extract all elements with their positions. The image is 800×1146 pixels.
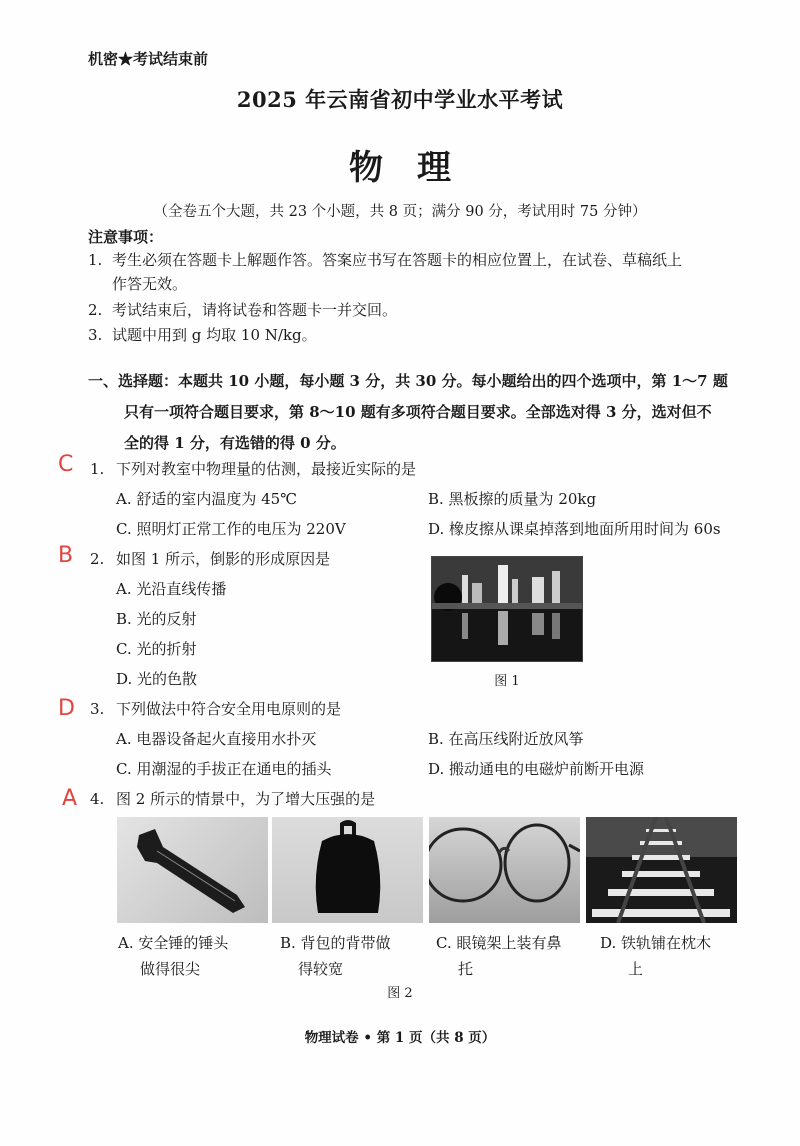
- question-text: 如图 1 所示，倒影的形成原因是: [116, 550, 331, 568]
- confidential-label: 机密★考试结束前: [88, 50, 209, 68]
- q1-option-d: D. 橡皮擦从课桌掉落到地面所用时间为 60s: [428, 520, 721, 538]
- q1-option-a: A. 舒适的室内温度为 45℃: [116, 490, 298, 508]
- note-item-3: [88, 325, 317, 345]
- note-item-1: [88, 250, 682, 294]
- note-text: 考生必须在答题卡上解题作答。答案应书写在答题卡的相应位置上，在试卷、草稿纸上: [112, 251, 683, 269]
- figure-2a-safety-hammer-photo: [117, 817, 268, 923]
- question-4-stem: [90, 788, 375, 809]
- q3-option-a: A. 电器设备起火直接用水扑灭: [116, 730, 317, 748]
- figure-1-city-reflection-photo: [431, 556, 583, 662]
- exam-info: （全卷五个大题，共 23 个小题，共 8 页；满分 90 分，考试用时 75 分钟）: [153, 204, 647, 220]
- question-number: 1.: [90, 460, 105, 478]
- option-line-1: A. 安全锤的锤头: [118, 934, 229, 952]
- q3-option-d: D. 搬动通电的电磁炉前断开电源: [428, 760, 645, 778]
- section-1-line-2: 只有一项符合题目要求，第 8～10 题有多项符合题目要求。全部选对得 3 分，选对但不: [124, 403, 712, 421]
- handwritten-answer-mark: D: [58, 696, 75, 721]
- note-item-2: [88, 300, 397, 320]
- figure-1-caption: 图 1: [494, 674, 520, 689]
- q2-option-b: B. 光的反射: [116, 610, 197, 628]
- section-1-line-1: 一、选择题：本题共 10 小题，每小题 3 分，共 30 分。每小题给出的四个选项中，第 1～7 题: [88, 372, 728, 390]
- glasses-illustration: [429, 817, 580, 923]
- railway-illustration: [586, 817, 737, 923]
- option-line-1: C. 眼镜架上装有鼻: [436, 934, 562, 952]
- note-number: 3.: [88, 326, 103, 344]
- page-footer: 物理试卷 • 第 1 页（共 8 页）: [304, 1030, 496, 1046]
- note-text: 考试结束后，请将试卷和答题卡一并交回。: [112, 301, 398, 319]
- note-number: 1.: [88, 251, 103, 269]
- city-reflection-illustration: [432, 557, 583, 662]
- option-line-2: 上: [628, 960, 644, 978]
- handwritten-answer-mark: B: [58, 543, 74, 568]
- note-text-cont: 作答无效。: [112, 275, 188, 293]
- question-number: 4.: [90, 790, 105, 808]
- q4-option-a: [118, 930, 268, 982]
- q3-option-b: B. 在高压线附近放风筝: [428, 730, 584, 748]
- question-1-stem: [90, 458, 416, 479]
- subject-title: 物理: [349, 148, 485, 188]
- option-line-2: 托: [458, 960, 474, 978]
- q1-option-c: C. 照明灯正常工作的电压为 220V: [116, 520, 346, 538]
- q4-option-b: [280, 930, 430, 982]
- question-3-stem: [90, 698, 341, 719]
- q3-option-c: C. 用潮湿的手拔正在通电的插头: [116, 760, 332, 778]
- note-text: 试题中用到 g 均取 10 N/kg。: [112, 326, 317, 344]
- notes-heading: 注意事项：: [88, 228, 164, 246]
- q2-option-d: D. 光的色散: [116, 670, 198, 688]
- q1-option-b: B. 黑板擦的质量为 20kg: [428, 490, 597, 508]
- backpack-illustration: [272, 817, 423, 923]
- figure-2d-railway-track-photo: [586, 817, 737, 923]
- option-line-1: B. 背包的背带做: [280, 934, 391, 952]
- question-text: 下列对教室中物理量的估测，最接近实际的是: [116, 460, 417, 478]
- question-number: 3.: [90, 700, 105, 718]
- q2-option-c: C. 光的折射: [116, 640, 197, 658]
- question-2-stem: [90, 548, 330, 569]
- question-text: 下列做法中符合安全用电原则的是: [116, 700, 342, 718]
- section-1-instructions: [88, 366, 778, 459]
- q2-option-a: A. 光沿直线传播: [116, 580, 227, 598]
- option-line-2: 做得很尖: [140, 960, 201, 978]
- question-text: 图 2 所示的情景中，为了增大压强的是: [116, 790, 376, 808]
- exam-title: 2025 年云南省初中学业水平考试: [236, 87, 564, 112]
- q4-option-c: [436, 930, 586, 982]
- q4-option-d: [600, 930, 750, 982]
- option-line-1: D. 铁轨铺在枕木: [600, 934, 712, 952]
- section-1-line-3: 全的得 1 分，有选错的得 0 分。: [124, 434, 346, 452]
- handwritten-answer-mark: C: [58, 452, 74, 477]
- figure-2-caption: 图 2: [387, 986, 413, 1001]
- note-number: 2.: [88, 301, 103, 319]
- question-number: 2.: [90, 550, 105, 568]
- option-line-2: 得较宽: [298, 960, 344, 978]
- safety-hammer-illustration: [117, 817, 268, 923]
- handwritten-answer-mark: A: [62, 786, 78, 811]
- figure-2c-glasses-photo: [429, 817, 580, 923]
- figure-2b-backpack-photo: [272, 817, 423, 923]
